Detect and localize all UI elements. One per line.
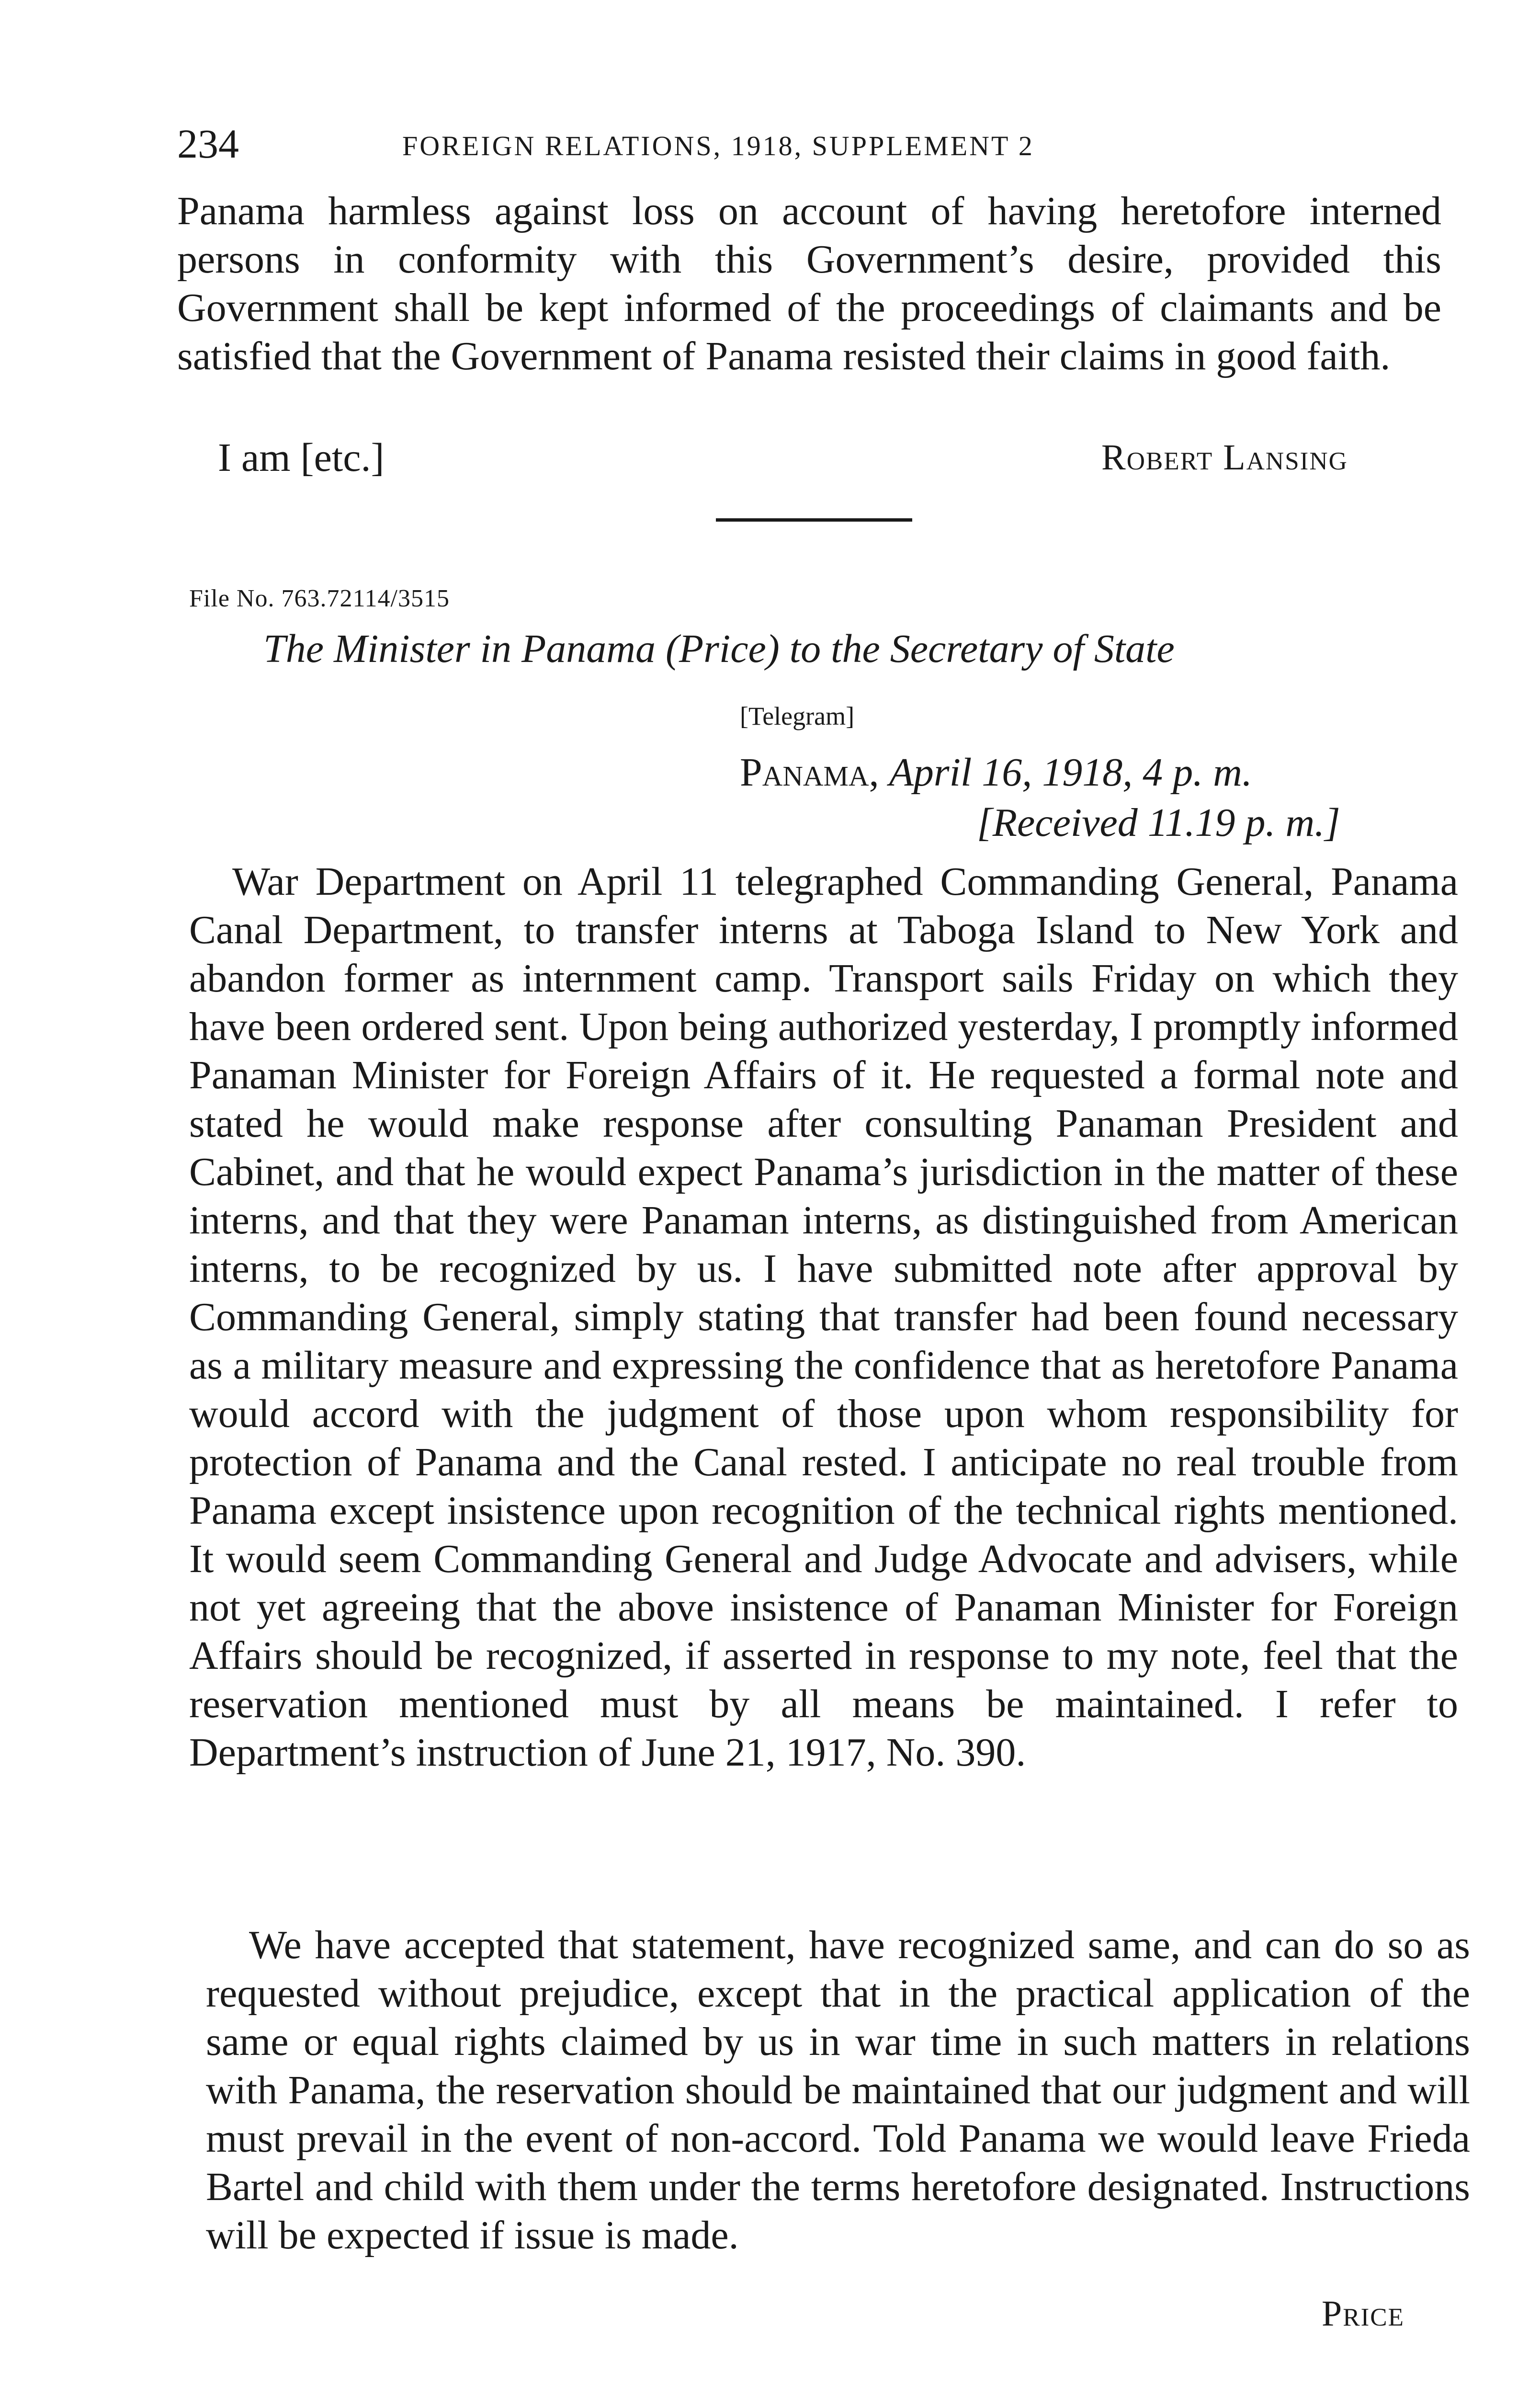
body-paragraph: We have accepted that statement, have recognized same, and can do so as requested without prejudice, except that in the practical application of the same or equal rights claimed by us in war time in such matters in relations with Panama, the reservation should be maintained that our judgment and will must prevail in the event of non-accord. Told Panama we would leave Frieda Bartel and child with them under the terms heretofore designated. Instructions will be expected if issue is made. (206, 1923, 1470, 2258)
dateline (740, 747, 1252, 798)
signature-lansing: Robert Lansing (1101, 437, 1348, 478)
closing-phrase: I am [etc.] (218, 435, 385, 480)
running-head: FOREIGN RELATIONS, 1918, SUPPLEMENT 2 (402, 130, 1034, 161)
document-type: [Telegram] (740, 702, 855, 730)
signature-price: Price (1322, 2293, 1404, 2334)
document-title: The Minister in Panama (Price) to the Secretary of State (263, 627, 1175, 671)
dateline-place: Panama, (740, 750, 879, 795)
body-paragraph: War Department on April 11 telegraphed Commanding General, Panama Canal Department, to transfer interns at Taboga Island to New York and abandon former as internment camp. Transport sails Friday on which they have been ordered sent. Upon being authorized yesterday, I promptly informed Panaman Minister for Foreign Affairs of it. He requested a formal note and stated he would make response after consulting Panaman President and Cabinet, and that he would expect Panama’s jurisdiction in the matter of these interns, and that they were Panaman interns, as distinguished from American interns, to be recognized by us. I have submitted note after approval by Commanding General, simply stating that transfer had been found necessary as a military measure and expressing the confidence that as heretofore Panama would accord with the judgment of those upon whom responsibility for protection of Panama and the Canal rested. I anticipate no real trouble from Panama except insistence upon recognition of the technical rights mentioned. It would seem Commanding General and Judge Advocate and advisers, while not yet agreeing that the above insistence of Panaman Minister for Foreign Affairs should be recognized, if asserted in response to my note, feel that the reservation mentioned must by all means be maintained. I refer to Department’s instruction of June 21, 1917, No. 390. (189, 859, 1458, 1775)
page-number: 234 (177, 121, 239, 167)
section-divider (716, 518, 912, 522)
file-number: File No. 763.72114/3515 (189, 585, 450, 612)
continuation-paragraph: Panama harmless against loss on account of having heretofore interned persons in conformity with this Government’s desire, provided this Government shall be kept informed of the proceedings of claimants and be satisfied that the Government of Panama resisted their claims in good faith. (177, 189, 1441, 378)
received-note: [Received 11.19 p. m.] (977, 800, 1340, 845)
dateline-date: April 16, 1918, 4 p. m. (889, 750, 1252, 795)
page-header (177, 117, 1446, 170)
